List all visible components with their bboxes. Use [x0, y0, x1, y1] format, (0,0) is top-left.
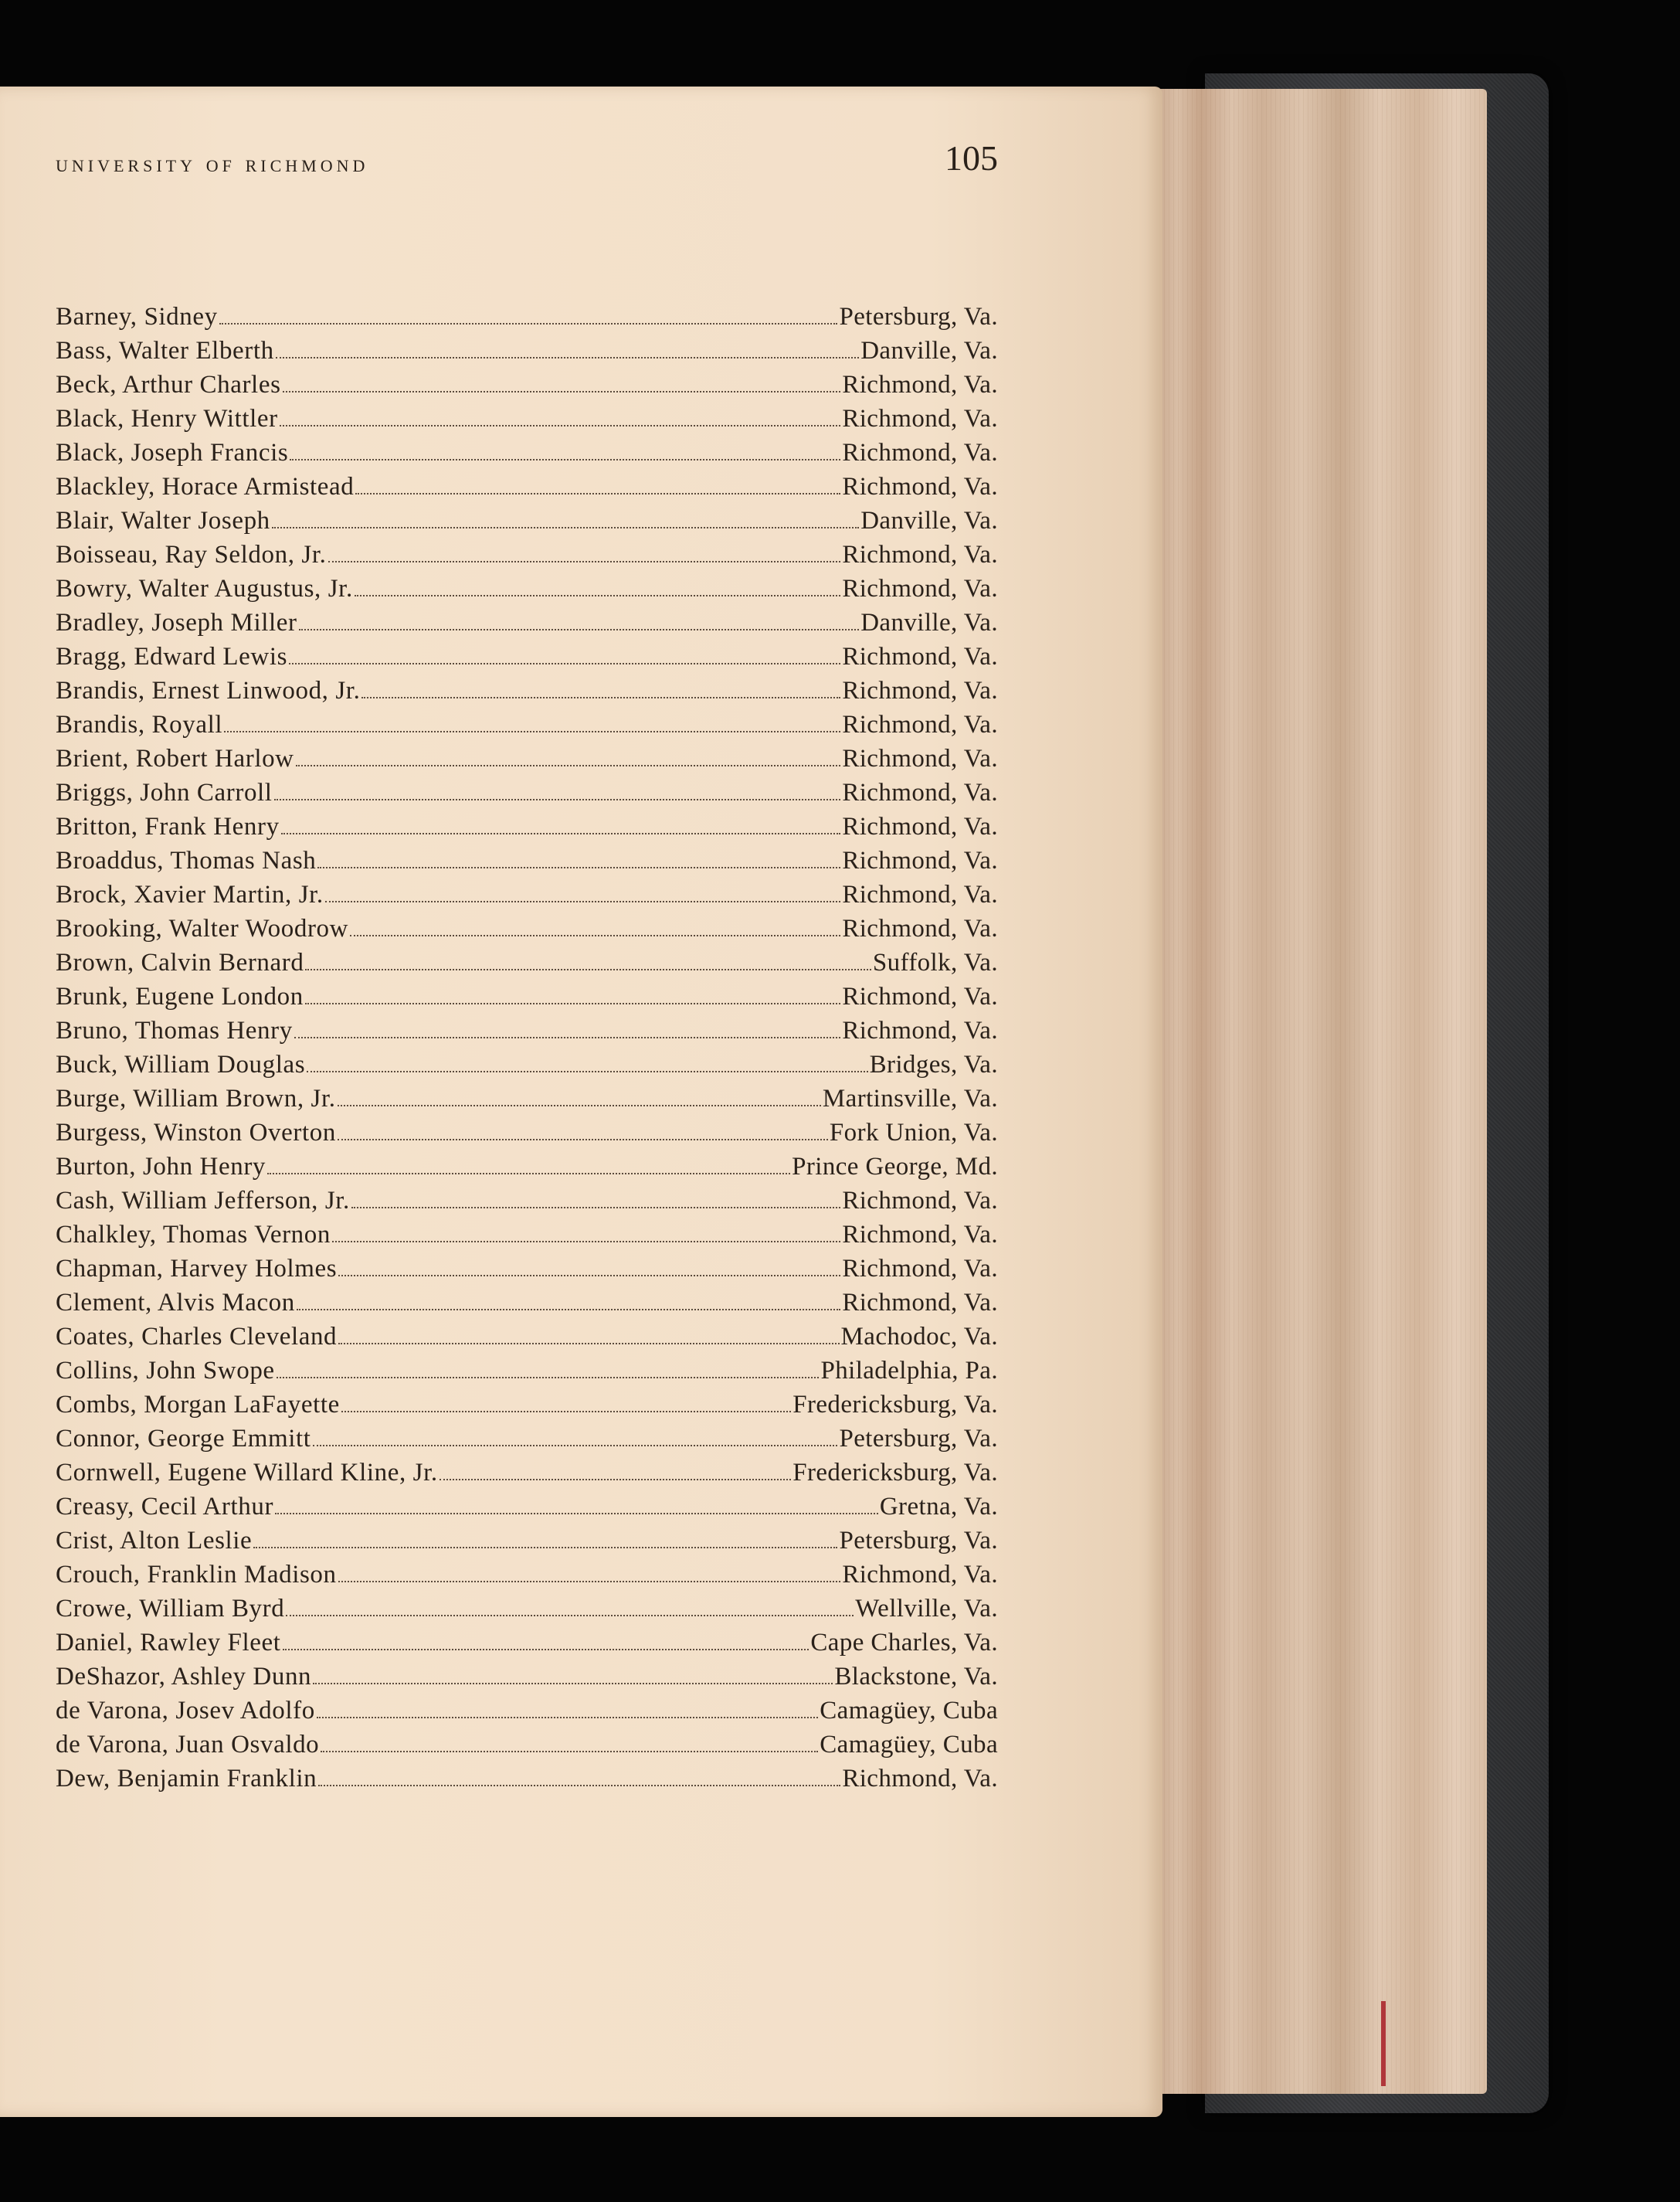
dot-leader — [307, 1071, 867, 1072]
entry-name: Blackley, Horace Armistead — [56, 473, 355, 501]
entry-place: Prince George, Md. — [792, 1153, 998, 1181]
dot-leader — [328, 561, 841, 562]
entry-name: Brandis, Ernest Linwood, Jr. — [56, 677, 361, 705]
list-item — [56, 1663, 998, 1697]
entry-name: Creasy, Cecil Arthur — [56, 1493, 274, 1521]
list-item — [56, 1017, 998, 1051]
list-item — [56, 1629, 998, 1663]
dot-leader — [289, 663, 840, 664]
entry-name: Boisseau, Ray Seldon, Jr. — [56, 541, 327, 569]
entry-name: Brient, Robert Harlow — [56, 745, 294, 773]
entry-place: Richmond, Va. — [842, 541, 998, 569]
dot-leader — [355, 493, 840, 494]
entry-place: Fork Union, Va. — [829, 1119, 998, 1147]
list-item — [56, 541, 998, 575]
entry-place: Danville, Va. — [860, 609, 998, 637]
dot-leader — [299, 629, 860, 630]
dot-leader — [224, 731, 840, 732]
entry-place: Richmond, Va. — [842, 745, 998, 773]
entry-place: Richmond, Va. — [842, 1017, 998, 1045]
entry-name: Collins, John Swope — [56, 1357, 275, 1385]
entry-place: Camagüey, Cuba — [820, 1731, 998, 1759]
dot-leader — [317, 1717, 818, 1718]
list-item — [56, 405, 998, 439]
entry-place: Petersburg, Va. — [839, 1425, 998, 1453]
list-item — [56, 609, 998, 643]
list-item — [56, 1561, 998, 1595]
dot-leader — [350, 935, 840, 936]
entry-name: DeShazor, Ashley Dunn — [56, 1663, 312, 1691]
dot-leader — [351, 1207, 840, 1208]
entry-place: Richmond, Va. — [842, 371, 998, 399]
list-item — [56, 779, 998, 813]
entry-name: Crist, Alton Leslie — [56, 1527, 253, 1555]
edge-marker — [1381, 2001, 1386, 2086]
dot-leader — [338, 1275, 840, 1276]
entry-place: Richmond, Va. — [842, 813, 998, 841]
dot-leader — [313, 1683, 833, 1684]
list-item — [56, 711, 998, 745]
dot-leader — [272, 527, 859, 528]
entry-place: Philadelphia, Pa. — [820, 1357, 998, 1385]
entry-place: Richmond, Va. — [842, 405, 998, 433]
list-item — [56, 1527, 998, 1561]
entry-place: Richmond, Va. — [842, 439, 998, 467]
dot-leader — [286, 1615, 854, 1616]
entry-place: Richmond, Va. — [842, 779, 998, 807]
list-item — [56, 439, 998, 473]
dot-leader — [361, 697, 840, 698]
list-item — [56, 1255, 998, 1289]
dot-leader — [294, 1037, 840, 1038]
entry-name: Brown, Calvin Bernard — [56, 949, 304, 977]
entry-name: Brooking, Walter Woodrow — [56, 915, 349, 943]
dot-leader — [305, 1003, 840, 1004]
dot-leader — [317, 867, 840, 868]
dot-leader — [338, 1581, 841, 1582]
dot-leader — [280, 425, 841, 426]
list-item — [56, 983, 998, 1017]
entry-place: Richmond, Va. — [842, 677, 998, 705]
entry-place: Gretna, Va. — [879, 1493, 998, 1521]
entry-name: Burgess, Winston Overton — [56, 1119, 336, 1147]
list-item — [56, 1085, 998, 1119]
entry-place: Blackstone, Va. — [834, 1663, 998, 1691]
entry-name: Buck, William Douglas — [56, 1051, 306, 1079]
entry-name: de Varona, Josev Adolfo — [56, 1697, 315, 1725]
list-item — [56, 1289, 998, 1323]
list-item — [56, 813, 998, 847]
entry-place: Richmond, Va. — [842, 881, 998, 909]
entry-place: Camagüey, Cuba — [820, 1697, 998, 1725]
entry-place: Machodoc, Va. — [840, 1323, 998, 1351]
dot-leader — [277, 1377, 820, 1378]
list-item — [56, 847, 998, 881]
entry-place: Bridges, Va. — [869, 1051, 998, 1079]
list-item — [56, 643, 998, 677]
list-item — [56, 337, 998, 371]
entry-place: Richmond, Va. — [842, 643, 998, 671]
page-header — [56, 138, 998, 184]
entry-place: Richmond, Va. — [842, 1187, 998, 1215]
entry-place: Cape Charles, Va. — [810, 1629, 998, 1657]
dot-leader — [274, 799, 841, 800]
entry-place: Richmond, Va. — [842, 711, 998, 739]
dot-leader — [355, 595, 841, 596]
entry-name: Bradley, Joseph Miller — [56, 609, 297, 637]
dot-leader — [318, 1785, 840, 1786]
list-item — [56, 1765, 998, 1799]
dot-leader — [305, 969, 871, 970]
dot-leader — [313, 1445, 838, 1446]
list-item — [56, 1221, 998, 1255]
dot-leader — [283, 1649, 809, 1650]
entry-name: Crouch, Franklin Madison — [56, 1561, 337, 1589]
running-head: university of richmond — [56, 150, 369, 177]
list-item — [56, 1119, 998, 1153]
list-item — [56, 949, 998, 983]
dot-leader — [253, 1547, 837, 1548]
list-item — [56, 1187, 998, 1221]
list-item — [56, 507, 998, 541]
entry-name: Brock, Xavier Martin, Jr. — [56, 881, 324, 909]
entry-place: Richmond, Va. — [842, 1765, 998, 1793]
dot-leader — [325, 901, 841, 902]
dot-leader — [321, 1751, 818, 1752]
list-item — [56, 915, 998, 949]
entry-name: Blair, Walter Joseph — [56, 507, 270, 535]
entry-name: Dew, Benjamin Franklin — [56, 1765, 317, 1793]
list-item — [56, 575, 998, 609]
list-item — [56, 1357, 998, 1391]
list-item — [56, 677, 998, 711]
list-item — [56, 745, 998, 779]
list-item — [56, 1391, 998, 1425]
dot-leader — [275, 1513, 878, 1514]
entry-place: Richmond, Va. — [842, 847, 998, 875]
entry-name: Burge, William Brown, Jr. — [56, 1085, 336, 1113]
list-item — [56, 1323, 998, 1357]
entry-place: Richmond, Va. — [842, 1221, 998, 1249]
dot-leader — [332, 1241, 840, 1242]
entry-name: Crowe, William Byrd — [56, 1595, 285, 1623]
list-item — [56, 1731, 998, 1765]
entry-place: Wellville, Va. — [855, 1595, 998, 1623]
directory-list — [56, 303, 998, 1799]
entry-name: Cornwell, Eugene Willard Kline, Jr. — [56, 1459, 438, 1487]
entry-place: Richmond, Va. — [842, 915, 998, 943]
dot-leader — [341, 1411, 791, 1412]
dot-leader — [283, 391, 841, 392]
entry-name: Bowry, Walter Augustus, Jr. — [56, 575, 353, 603]
list-item — [56, 1595, 998, 1629]
list-item — [56, 473, 998, 507]
entry-place: Suffolk, Va. — [872, 949, 998, 977]
entry-place: Fredericksburg, Va. — [792, 1391, 998, 1419]
entry-name: Cash, William Jefferson, Jr. — [56, 1187, 350, 1215]
entry-name: Coates, Charles Cleveland — [56, 1323, 338, 1351]
entry-name: Britton, Frank Henry — [56, 813, 280, 841]
dot-leader — [290, 459, 840, 460]
entry-name: Briggs, John Carroll — [56, 779, 273, 807]
dot-leader — [276, 357, 859, 359]
entry-place: Fredericksburg, Va. — [792, 1459, 998, 1487]
page-edges — [1155, 89, 1487, 2094]
entry-place: Danville, Va. — [860, 337, 998, 365]
entry-name: Chalkley, Thomas Vernon — [56, 1221, 331, 1249]
entry-place: Martinsville, Va. — [822, 1085, 998, 1113]
entry-name: Brandis, Royall — [56, 711, 223, 739]
entry-place: Richmond, Va. — [842, 1255, 998, 1283]
entry-name: Combs, Morgan LaFayette — [56, 1391, 340, 1419]
entry-place: Richmond, Va. — [842, 473, 998, 501]
entry-place: Petersburg, Va. — [839, 1527, 998, 1555]
entry-place: Richmond, Va. — [842, 983, 998, 1011]
list-item — [56, 1493, 998, 1527]
entry-name: Clement, Alvis Macon — [56, 1289, 295, 1317]
entry-place: Danville, Va. — [860, 507, 998, 535]
entry-name: Barney, Sidney — [56, 303, 218, 331]
entry-name: Connor, George Emmitt — [56, 1425, 311, 1453]
list-item — [56, 1459, 998, 1493]
dot-leader — [219, 323, 838, 325]
list-item — [56, 1051, 998, 1085]
entry-name: Daniel, Rawley Fleet — [56, 1629, 281, 1657]
list-item — [56, 881, 998, 915]
dot-leader — [338, 1139, 828, 1140]
list-item — [56, 1425, 998, 1459]
entry-name: Bass, Walter Elberth — [56, 337, 274, 365]
dot-leader — [297, 1309, 840, 1310]
page-number: 105 — [945, 138, 998, 178]
list-item — [56, 371, 998, 405]
dot-leader — [281, 833, 841, 834]
dot-leader — [338, 1105, 821, 1106]
dot-leader — [338, 1343, 839, 1344]
entry-place: Richmond, Va. — [842, 1561, 998, 1589]
list-item — [56, 303, 998, 337]
entry-name: Brunk, Eugene London — [56, 983, 304, 1011]
dot-leader — [296, 765, 841, 766]
entry-name: Burton, John Henry — [56, 1153, 266, 1181]
list-item — [56, 1697, 998, 1731]
entry-name: Bruno, Thomas Henry — [56, 1017, 293, 1045]
list-item — [56, 1153, 998, 1187]
entry-name: Broaddus, Thomas Nash — [56, 847, 317, 875]
entry-name: Chapman, Harvey Holmes — [56, 1255, 338, 1283]
entry-name: Beck, Arthur Charles — [56, 371, 281, 399]
dot-leader — [267, 1173, 790, 1174]
entry-place: Richmond, Va. — [842, 575, 998, 603]
entry-name: Black, Joseph Francis — [56, 439, 289, 467]
entry-name: de Varona, Juan Osvaldo — [56, 1731, 320, 1759]
entry-place: Petersburg, Va. — [839, 303, 998, 331]
entry-name: Black, Henry Wittler — [56, 405, 278, 433]
dot-leader — [440, 1479, 792, 1480]
entry-name: Bragg, Edward Lewis — [56, 643, 288, 671]
entry-place: Richmond, Va. — [842, 1289, 998, 1317]
